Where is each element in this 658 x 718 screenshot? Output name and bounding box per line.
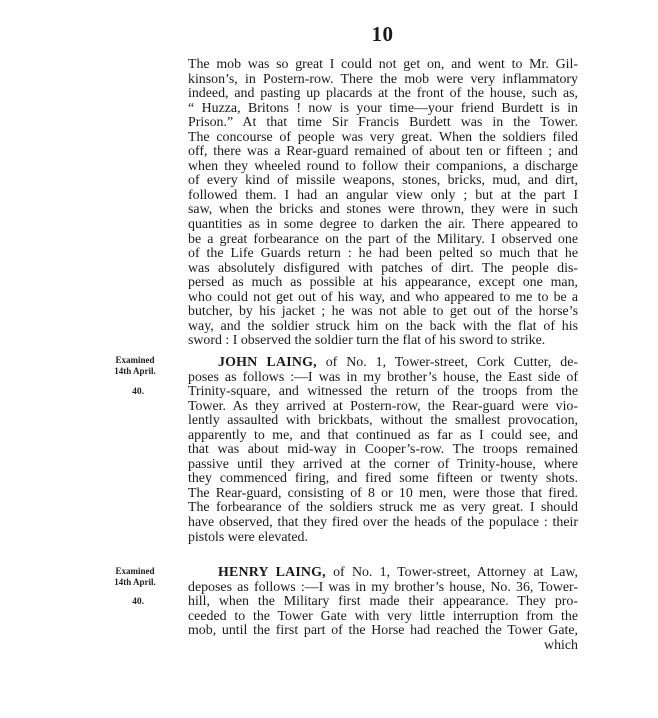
- text-line: they commenced firing, and fired some fifteen or twenty shots.: [188, 471, 578, 487]
- text-line: that was about mid-way in Cooper’s-row. The troops remained: [188, 442, 578, 458]
- paragraph-henry-laing: [188, 566, 578, 653]
- text-line: passive until they arrived at the corner of Trinity-house, where: [188, 456, 578, 472]
- text-line: persed as much as possible at his appearance, except one man,: [188, 275, 578, 291]
- text-line: quantities as in some degree to darken the air. There appeared to: [188, 217, 578, 233]
- text-line: hill, when the Military first made their appearance. They pro-: [188, 594, 578, 610]
- catchword: which: [544, 637, 578, 653]
- deponent-name: HENRY LAING,: [218, 565, 326, 580]
- text-line: saw, when the bricks and stones were thrown, they were in such: [188, 202, 578, 218]
- margin-note-label: Examined: [115, 566, 155, 576]
- margin-note-date: 14th April.: [114, 365, 156, 376]
- text-line: ceeded to the Tower Gate with very little interruption from the: [188, 608, 578, 624]
- text-line: The forbearance of the soldiers struck me as very great. I should: [188, 500, 578, 516]
- paragraph-continuation: [188, 58, 578, 349]
- text-line: off, there was a Rear-guard remained of about ten or fifteen ; and: [188, 144, 578, 160]
- deponent-name: JOHN LAING,: [218, 355, 317, 370]
- text-line: pistols were elevated.: [188, 529, 308, 545]
- text-line: Tower. As they arrived at Postern-row, the Rear-guard were vio-: [188, 398, 578, 414]
- text-line: The concourse of people was very great. When the soldiers filed: [188, 129, 578, 145]
- text-line: kinson’s, in Postern-row. There the mob were very inflammatory: [188, 71, 578, 87]
- text-line: The Rear-guard, consisting of 8 or 10 men, were those that fired.: [188, 485, 578, 501]
- text-line: deposes as follows :—I was in my brother’s house, No. 36, Tower-: [188, 579, 578, 595]
- text-line: The mob was so great I could not get on, and went to Mr. Gil-: [188, 57, 578, 72]
- text-line: was absolutely disfigured with patches of dirt. The people dis-: [188, 260, 578, 276]
- text-line: butcher, by his jacket ; he was not able to get out of the horse’s: [188, 304, 578, 320]
- margin-note-examined: [110, 355, 160, 376]
- text-line-rest: of No. 1, Tower-street, Attorney at Law,: [325, 565, 578, 580]
- text-line: way, and the soldier struck him on the back with the flat of his: [188, 318, 578, 334]
- text-line: sword : I observed the soldier turn the flat of his sword to strike.: [188, 333, 546, 349]
- text-line: lently assaulted with brickbats, without the smallest provocation,: [188, 413, 578, 429]
- text-line: be a great forbearance on the part of the Military. I observed one: [188, 231, 578, 247]
- margin-note-date: 14th April.: [114, 576, 156, 587]
- text-line: indeed, and pasting up placards at the front of the house, such as,: [188, 86, 578, 102]
- text-line: “ Huzza, Britons ! now is your time—your friend Burdett is in: [188, 100, 578, 116]
- text-line: when they wheeled round to follow their companions, a discharge: [188, 158, 578, 174]
- text-line: Trinity-square, and witnessed the return of the troops from the: [188, 384, 578, 400]
- text-line: who could not get out of his way, and who appeared to me to be a: [188, 289, 578, 305]
- text-line: of every kind of missile weapons, stones, bricks, mud, and dirt,: [188, 173, 578, 189]
- text-line: mob, until the first part of the Horse had reached the Tower Gate,: [188, 623, 578, 639]
- page-number: 10: [371, 22, 394, 46]
- margin-note-label: Examined: [115, 355, 155, 365]
- margin-note-number: 40.: [132, 597, 144, 607]
- margin-note-examined: [110, 566, 160, 587]
- text-line-first: [188, 566, 578, 581]
- paragraph-john-laing: [188, 356, 578, 545]
- text-line: apparently to me, and that continued as far as I could see, and: [188, 427, 578, 443]
- text-line: of the Life Guards return : he had been pelted so much that he: [188, 246, 578, 262]
- text-line: followed them. I had an angular view only ; but at the part I: [188, 187, 578, 203]
- text-line: poses as follows :—I was in my brother’s house, the East side of: [188, 369, 578, 385]
- text-line: have observed, that they fired over the heads of the populace : their: [188, 515, 578, 531]
- text-line-rest: of No. 1, Tower-street, Cork Cutter, de-: [316, 355, 578, 370]
- margin-note-number: 40.: [132, 387, 144, 397]
- text-line-first: [188, 356, 578, 371]
- text-line: Prison.” At that time Sir Francis Burdett was in the Tower.: [188, 115, 578, 131]
